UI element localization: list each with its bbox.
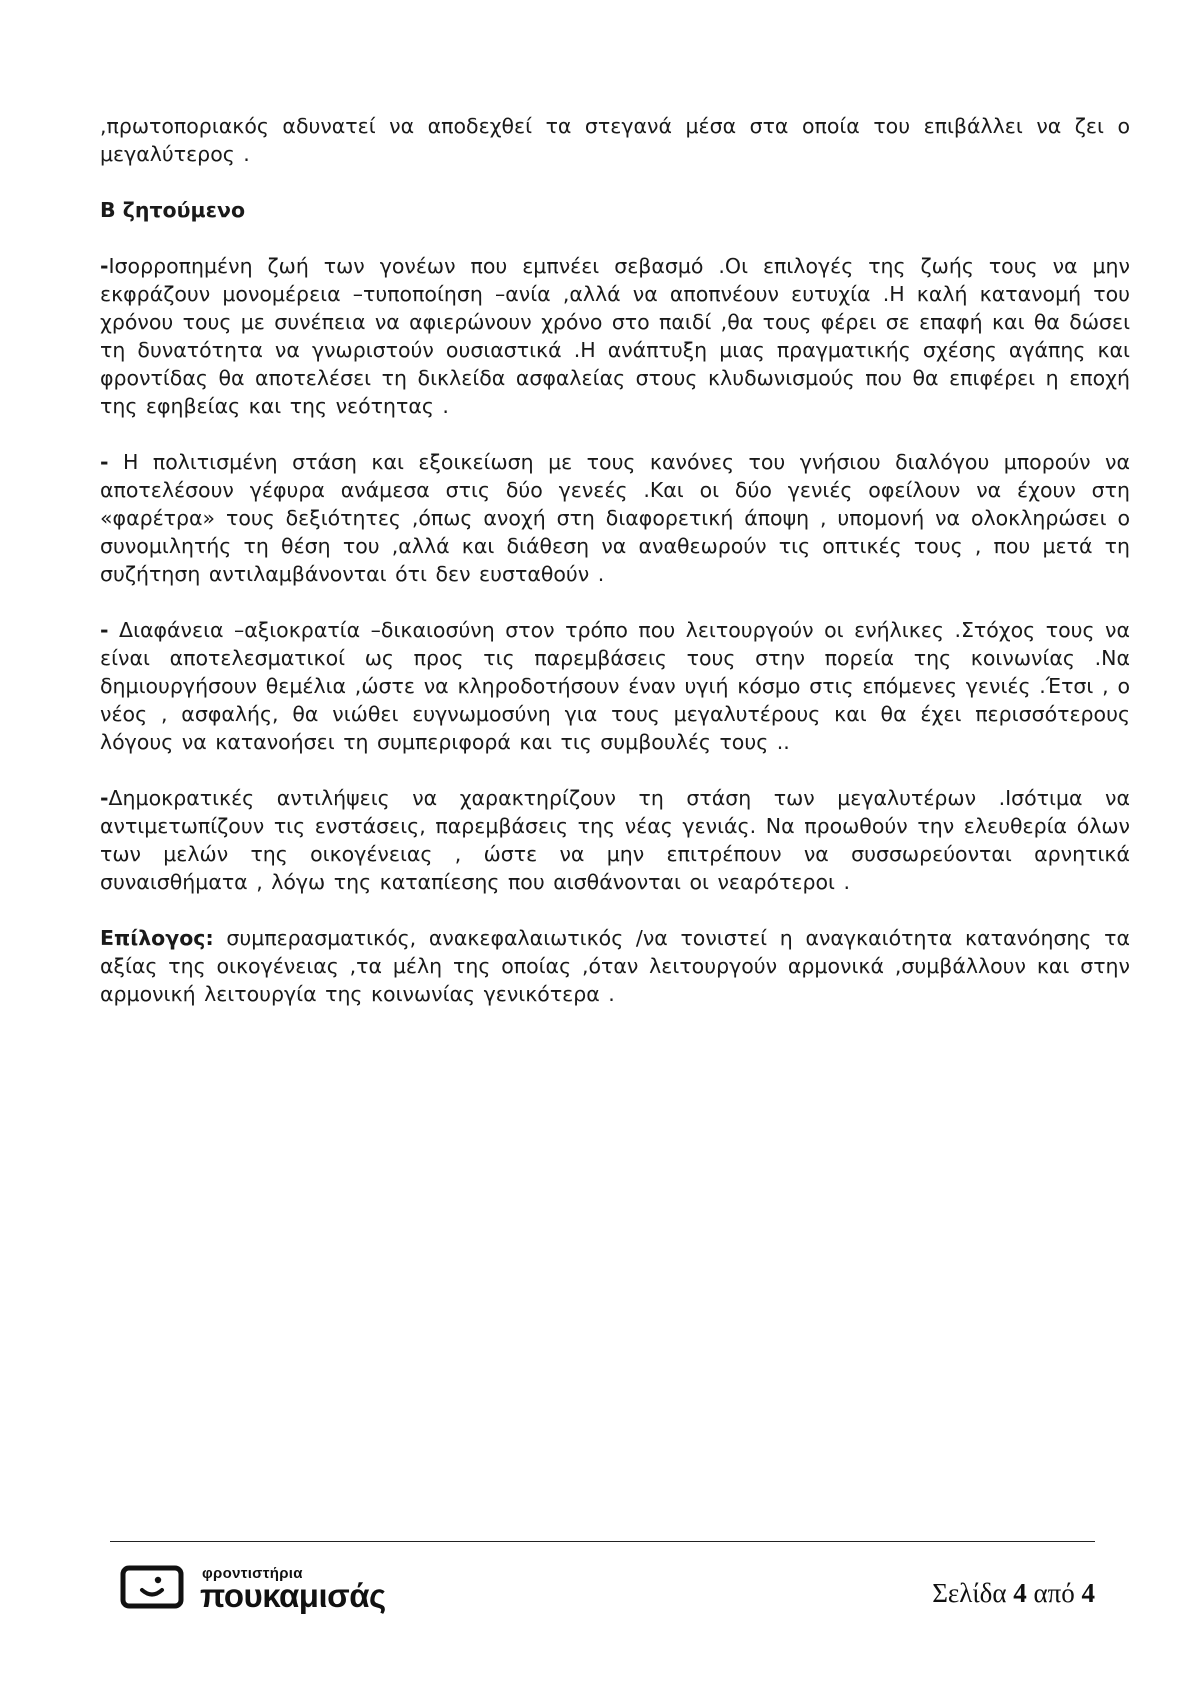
page-middle: από [1026, 1578, 1082, 1608]
brand-logo [120, 1563, 400, 1614]
epilogue-label: Επίλογος: [100, 926, 214, 950]
smiley-screen-icon [120, 1565, 184, 1609]
page-number [932, 1578, 1095, 1609]
document-body [100, 112, 1130, 1036]
paragraph-text: Ισορροπημένη ζωή των γονέων που εμπνέει σεβασμό .Οι επιλογές της ζωής τους να μην εκφράζουν μονομέρεια –τυποποίηση –ανία ,αλλά να αποπνέουν ευτυχία .Η καλή κατανομή του χρόνου τους με συνέπεια να αφιερώνουν χρόνο στο παιδί ,θα τους φέρει σε επαφή και θα δώσει τη δυνατότητα να γνωριστούν ουσιαστικά .Η ανάπτυξη μιας πραγματικής σχέσης αγάπης και φροντίδας θα αποτελέσει τη δικλείδα ασφαλείας στους κλυδωνισμούς που θα επιφέρει η εποχή της εφηβείας και της νεότητας . [100, 254, 1130, 418]
page-prefix: Σελίδα [932, 1578, 1014, 1608]
page-current: 4 [1013, 1578, 1027, 1608]
footer-divider [110, 1541, 1095, 1542]
logo-subtitle: φροντιστήρια [202, 1565, 303, 1582]
paragraph-3 [100, 616, 1130, 756]
paragraph-text: Δημοκρατικές αντιλήψεις να χαρακτηρίζουν τη στάση των μεγαλυτέρων .Ισότιμα να αντιμετωπίζουν τις ενστάσεις, παρεμβάσεις της νέας γενιάς. Να προωθούν την ελευθερία όλων των μελών της οικογένειας , ώστε να μην επιτρέπουν να συσσωρεύονται αρνητικά συναισθήματα , λόγω της καταπίεσης που αισθάνονται οι νεαρότεροι . [100, 786, 1130, 894]
logo-title: πουκαμισάς [200, 1577, 386, 1614]
paragraph-text: Διαφάνεια –αξιοκρατία –δικαιοσύνη στον τρόπο που λειτουργούν οι ενήλικες .Στόχος τους να είναι αποτελεσματικοί ως προς τις παρεμβάσεις τους στην πορεία της κοινωνίας .Να δημιουργήσουν θεμέλια ,ώστε να κληροδοτήσουν έναν υγιή κόσμο στις επόμενες γενιές .Έτσι , ο νέος , ασφαλής, θα νιώθει ευγνωμοσύνη για τους μεγαλυτέρους και θα έχει περισσότερους λόγους να κατανοήσει τη συμπεριφορά και τις συμβουλές τους .. [100, 618, 1130, 754]
intro-continuation: ,πρωτοποριακός αδυνατεί να αποδεχθεί τα στεγανά μέσα στα οποία του επιβάλλει να ζει ο μεγαλύτερος . [100, 114, 1130, 166]
paragraph-lead: - [100, 786, 109, 810]
paragraph-1 [100, 252, 1130, 420]
paragraph-lead: - [100, 254, 109, 278]
epilogue-text: συμπερασματικός, ανακεφαλαιωτικός /να τονιστεί η αναγκαιότητα κατανόησης τα αξίας της οικογένειας ,τα μέλη της οποίας ,όταν λειτουργούν αρμονικά ,συμβάλλουν και στην αρμονική λειτουργία της κοινωνίας γενικότερα . [100, 926, 1130, 1006]
paragraph-2 [100, 448, 1130, 588]
page-total: 4 [1081, 1578, 1095, 1608]
paragraph-text: Η πολιτισμένη στάση και εξοικείωση με τους κανόνες του γνήσιου διαλόγου μπορούν να αποτελέσουν γέφυρα ανάμεσα στις δύο γενεές .Και οι δύο γενιές οφείλουν να έχουν στη «φαρέτρα» τους δεξιότητες ,όπως ανοχή στη διαφορετική άποψη , υπομονή να ολοκληρώσει ο συνομιλητής τη θέση του ,αλλά και διάθεση να αναθεωρούν τις οπτικές τους , που μετά τη συζήτηση αντιλαμβάνονται ότι δεν ευσταθούν . [100, 450, 1130, 586]
paragraph-4 [100, 784, 1130, 896]
epilogue [100, 924, 1130, 1008]
paragraph-lead: - [100, 618, 109, 642]
section-heading: Β ζητούμενο [100, 198, 246, 222]
paragraph-lead: - [100, 450, 109, 474]
